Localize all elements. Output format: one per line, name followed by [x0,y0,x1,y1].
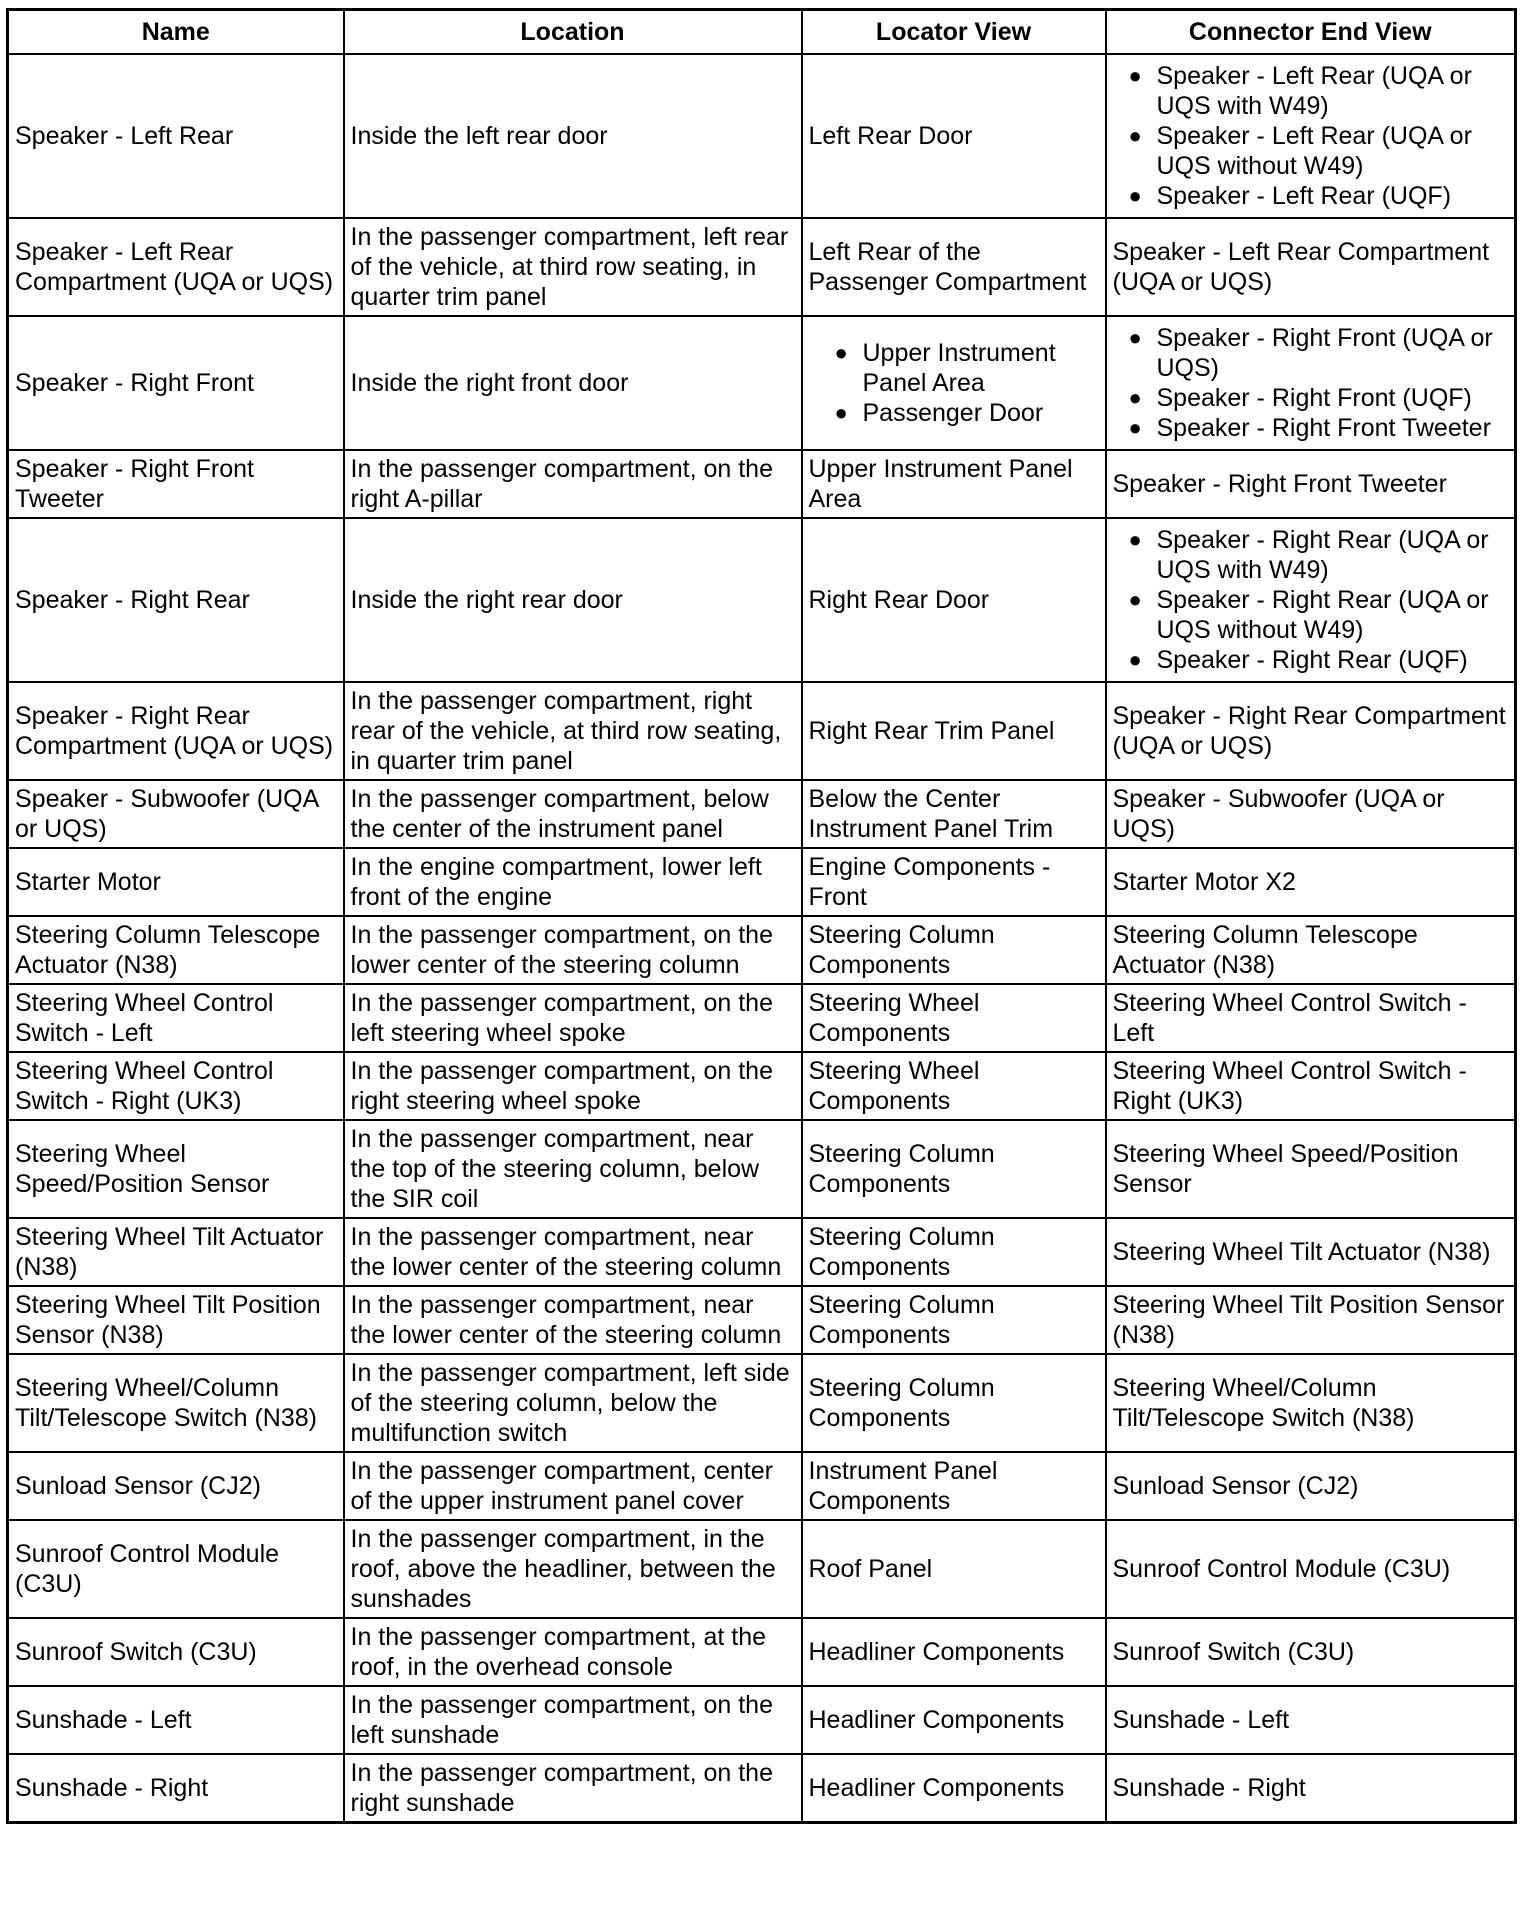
cell-location: In the passenger compartment, left side of the steering column, below the multifunction switch [344,1354,802,1452]
cell-name: Steering Wheel Control Switch - Left [8,984,344,1052]
bullet-item: ● Speaker - Right Rear (UQA or UQS without W49) [1113,585,1509,645]
bullet-item: ● Upper Instrument Panel Area [809,338,1099,398]
table-row [8,218,1516,316]
cell-connector-end-view [1106,518,1516,682]
cell-connector-end-view: Speaker - Left Rear Compartment (UQA or UQS) [1106,218,1516,316]
cell-locator-view-list [809,338,1099,428]
cell-locator-view: Right Rear Door [802,518,1106,682]
cell-locator-view: Upper Instrument Panel Area [802,450,1106,518]
cell-location: In the passenger compartment, near the lower center of the steering column [344,1218,802,1286]
cell-name: Sunroof Switch (C3U) [8,1618,344,1686]
bullet-item: ● Speaker - Left Rear (UQA or UQS with W49) [1113,61,1509,121]
bullet-item: ● Speaker - Right Rear (UQF) [1113,645,1509,675]
cell-location: In the passenger compartment, on the right steering wheel spoke [344,1052,802,1120]
table-row [8,316,1516,450]
cell-connector-end-view: Sunroof Control Module (C3U) [1106,1520,1516,1618]
cell-name: Starter Motor [8,848,344,916]
cell-connector-end-view: Steering Wheel Control Switch - Left [1106,984,1516,1052]
bullet-item: ● Speaker - Left Rear (UQF) [1113,181,1509,211]
cell-name: Speaker - Right Rear Compartment (UQA or UQS) [8,682,344,780]
cell-location: In the passenger compartment, on the left steering wheel spoke [344,984,802,1052]
cell-connector-end-view: Speaker - Subwoofer (UQA or UQS) [1106,780,1516,848]
header-location: Location [344,10,802,55]
cell-name: Steering Column Telescope Actuator (N38) [8,916,344,984]
cell-location: In the passenger compartment, at the roof, in the overhead console [344,1618,802,1686]
header-locator-view: Locator View [802,10,1106,55]
table-row [8,1286,1516,1354]
component-locator-table [6,8,1517,1824]
bullet-item: ● Speaker - Right Front (UQF) [1113,383,1509,413]
table-body [8,54,1516,1823]
cell-location: In the passenger compartment, center of the upper instrument panel cover [344,1452,802,1520]
table-row [8,450,1516,518]
cell-connector-end-view: Speaker - Right Front Tweeter [1106,450,1516,518]
cell-locator-view [802,316,1106,450]
cell-location: In the passenger compartment, near the top of the steering column, below the SIR coil [344,1120,802,1218]
cell-connector-end-view: Sunshade - Left [1106,1686,1516,1754]
cell-connector-end-view: Starter Motor X2 [1106,848,1516,916]
cell-name: Speaker - Left Rear Compartment (UQA or UQS) [8,218,344,316]
cell-locator-view: Steering Column Components [802,1354,1106,1452]
header-name: Name [8,10,344,55]
cell-location: In the passenger compartment, left rear of the vehicle, at third row seating, in quarter trim panel [344,218,802,316]
cell-locator-view: Below the Center Instrument Panel Trim [802,780,1106,848]
cell-location: In the passenger compartment, below the center of the instrument panel [344,780,802,848]
table-row [8,1618,1516,1686]
table-row [8,1052,1516,1120]
cell-connector-end-view-list [1113,61,1509,211]
table-row [8,1452,1516,1520]
cell-name: Steering Wheel Tilt Actuator (N38) [8,1218,344,1286]
table-row [8,1686,1516,1754]
cell-locator-view: Right Rear Trim Panel [802,682,1106,780]
table-row [8,1218,1516,1286]
table-row [8,916,1516,984]
cell-connector-end-view: Steering Wheel Control Switch - Right (UK3) [1106,1052,1516,1120]
cell-location: In the passenger compartment, right rear of the vehicle, at third row seating, in quarter trim panel [344,682,802,780]
cell-connector-end-view: Steering Wheel Tilt Position Sensor (N38) [1106,1286,1516,1354]
cell-connector-end-view-list [1113,323,1509,443]
cell-locator-view: Left Rear of the Passenger Compartment [802,218,1106,316]
cell-locator-view: Steering Wheel Components [802,984,1106,1052]
cell-connector-end-view: Steering Wheel/Column Tilt/Telescope Switch (N38) [1106,1354,1516,1452]
table-row [8,54,1516,218]
cell-connector-end-view: Steering Column Telescope Actuator (N38) [1106,916,1516,984]
cell-connector-end-view-list [1113,525,1509,675]
cell-locator-view: Steering Column Components [802,1120,1106,1218]
bullet-item: ● Speaker - Right Rear (UQA or UQS with W49) [1113,525,1509,585]
cell-locator-view: Steering Column Components [802,916,1106,984]
cell-locator-view: Headliner Components [802,1754,1106,1823]
header-connector-end-view: Connector End View [1106,10,1516,55]
cell-name: Sunshade - Left [8,1686,344,1754]
cell-location: In the passenger compartment, on the lower center of the steering column [344,916,802,984]
cell-location: Inside the left rear door [344,54,802,218]
cell-connector-end-view: Sunshade - Right [1106,1754,1516,1823]
cell-location: In the passenger compartment, near the lower center of the steering column [344,1286,802,1354]
cell-location: In the engine compartment, lower left front of the engine [344,848,802,916]
cell-locator-view: Engine Components - Front [802,848,1106,916]
cell-name: Steering Wheel Control Switch - Right (UK3) [8,1052,344,1120]
cell-connector-end-view: Steering Wheel Tilt Actuator (N38) [1106,1218,1516,1286]
table-row [8,780,1516,848]
cell-connector-end-view [1106,54,1516,218]
cell-locator-view: Roof Panel [802,1520,1106,1618]
cell-locator-view: Steering Column Components [802,1218,1106,1286]
table-row [8,518,1516,682]
cell-name: Sunroof Control Module (C3U) [8,1520,344,1618]
cell-locator-view: Instrument Panel Components [802,1452,1106,1520]
cell-name: Speaker - Right Rear [8,518,344,682]
cell-locator-view: Headliner Components [802,1618,1106,1686]
cell-name: Speaker - Right Front [8,316,344,450]
table-row [8,1120,1516,1218]
cell-locator-view: Headliner Components [802,1686,1106,1754]
table-row [8,1354,1516,1452]
bullet-item: ● Speaker - Right Front Tweeter [1113,413,1509,443]
cell-name: Steering Wheel Speed/Position Sensor [8,1120,344,1218]
table-row [8,1520,1516,1618]
cell-name: Steering Wheel Tilt Position Sensor (N38) [8,1286,344,1354]
table-row [8,848,1516,916]
header-row [8,10,1516,55]
cell-name: Sunshade - Right [8,1754,344,1823]
cell-name: Steering Wheel/Column Tilt/Telescope Switch (N38) [8,1354,344,1452]
cell-connector-end-view: Sunload Sensor (CJ2) [1106,1452,1516,1520]
cell-connector-end-view: Speaker - Right Rear Compartment (UQA or UQS) [1106,682,1516,780]
cell-location: Inside the right front door [344,316,802,450]
table-row [8,682,1516,780]
cell-name: Speaker - Left Rear [8,54,344,218]
cell-location: In the passenger compartment, on the left sunshade [344,1686,802,1754]
cell-connector-end-view: Sunroof Switch (C3U) [1106,1618,1516,1686]
cell-name: Speaker - Subwoofer (UQA or UQS) [8,780,344,848]
cell-location: In the passenger compartment, on the right A-pillar [344,450,802,518]
bullet-item: ● Speaker - Left Rear (UQA or UQS without W49) [1113,121,1509,181]
cell-connector-end-view [1106,316,1516,450]
cell-name: Sunload Sensor (CJ2) [8,1452,344,1520]
table-row [8,984,1516,1052]
cell-locator-view: Steering Wheel Components [802,1052,1106,1120]
cell-locator-view: Left Rear Door [802,54,1106,218]
cell-locator-view: Steering Column Components [802,1286,1106,1354]
cell-location: In the passenger compartment, in the roof, above the headliner, between the sunshades [344,1520,802,1618]
cell-name: Speaker - Right Front Tweeter [8,450,344,518]
cell-location: In the passenger compartment, on the right sunshade [344,1754,802,1823]
bullet-item: ● Passenger Door [809,398,1099,428]
table-row [8,1754,1516,1823]
cell-connector-end-view: Steering Wheel Speed/Position Sensor [1106,1120,1516,1218]
bullet-item: ● Speaker - Right Front (UQA or UQS) [1113,323,1509,383]
cell-location: Inside the right rear door [344,518,802,682]
